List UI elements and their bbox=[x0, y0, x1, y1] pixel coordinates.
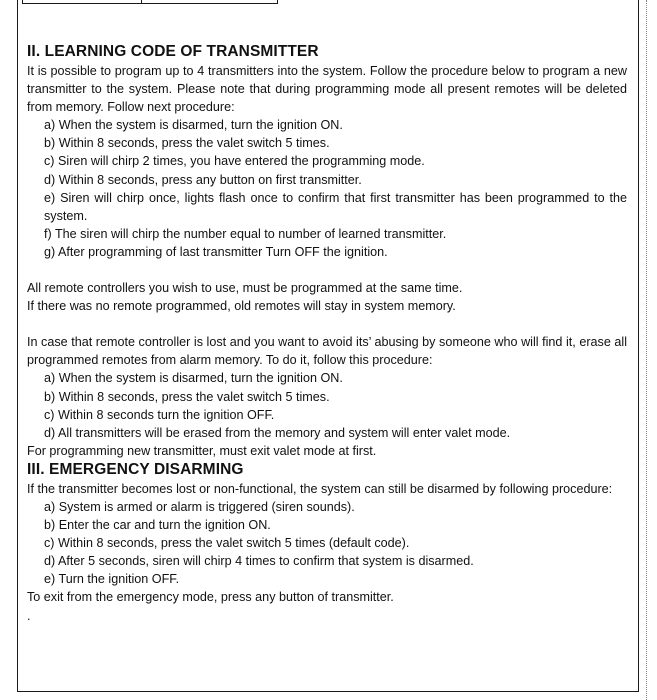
list-item: a) When the system is disarmed, turn the ignition ON. bbox=[44, 371, 343, 386]
list-item: c) Siren will chirp 2 times, you have entered the programming mode. bbox=[44, 154, 425, 169]
section-heading-emergency-disarming: III. EMERGENCY DISARMING bbox=[27, 460, 244, 478]
list-item: f) The siren will chirp the number equal to number of learned transmitter. bbox=[44, 226, 447, 241]
list-item: g) After programming of last transmitter Turn OFF the ignition. bbox=[44, 244, 388, 259]
document-body bbox=[27, 42, 627, 625]
list-item: b) Within 8 seconds, press the valet switch 5 times. bbox=[44, 389, 330, 404]
section-intro-paragraph: It is possible to program up to 4 transmitters into the system. Follow the procedure below to program a new transmitter to the system. Please note that during programming mode all present remotes will be deleted from memory. Follow next procedure: bbox=[27, 64, 627, 115]
list-item: a) When the system is disarmed, turn the ignition ON. bbox=[44, 118, 343, 133]
list-item: a) System is armed or alarm is triggered (siren sounds). bbox=[44, 499, 355, 514]
note-paragraph: All remote controllers you wish to use, must be programmed at the same time. bbox=[27, 281, 463, 296]
list-item: d) After 5 seconds, siren will chirp 4 times to confirm that system is disarmed. bbox=[44, 554, 474, 569]
erase-intro-paragraph: In case that remote controller is lost and you want to avoid its’ abusing by someone who will find it, erase all programmed remotes from alarm memory. To do it, follow this procedure: bbox=[27, 335, 627, 368]
list-item: b) Within 8 seconds, press the valet switch 5 times. bbox=[44, 136, 330, 151]
list-item: e) Siren will chirp once, lights flash once to confirm that first transmitter has been programmed to the system. bbox=[44, 190, 627, 223]
list-item: e) Turn the ignition OFF. bbox=[44, 572, 180, 587]
list-item: c) Within 8 seconds, press the valet switch 5 times (default code). bbox=[44, 536, 410, 551]
erase-outro-paragraph: For programming new transmitter, must exit valet mode at first. bbox=[27, 443, 377, 458]
note-paragraph: If there was no remote programmed, old remotes will stay in system memory. bbox=[27, 299, 456, 314]
list-item: c) Within 8 seconds turn the ignition OFF. bbox=[44, 407, 275, 422]
list-item: d) All transmitters will be erased from the memory and system will enter valet mode. bbox=[44, 425, 511, 440]
section-heading-learning-code: II. LEARNING CODE OF TRANSMITTER bbox=[27, 43, 319, 60]
top-table-fragment bbox=[22, 0, 278, 4]
side-dotted-rule bbox=[646, 0, 647, 700]
list-item: d) Within 8 seconds, press any button on first transmitter. bbox=[44, 172, 362, 187]
section-intro-paragraph: If the transmitter becomes lost or non-functional, the system can still be disarmed by following procedure: bbox=[27, 481, 613, 496]
outro-paragraph: To exit from the emergency mode, press any button of transmitter. bbox=[27, 590, 394, 605]
trailing-mark: . bbox=[27, 608, 31, 623]
list-item: b) Enter the car and turn the ignition ON. bbox=[44, 518, 271, 533]
